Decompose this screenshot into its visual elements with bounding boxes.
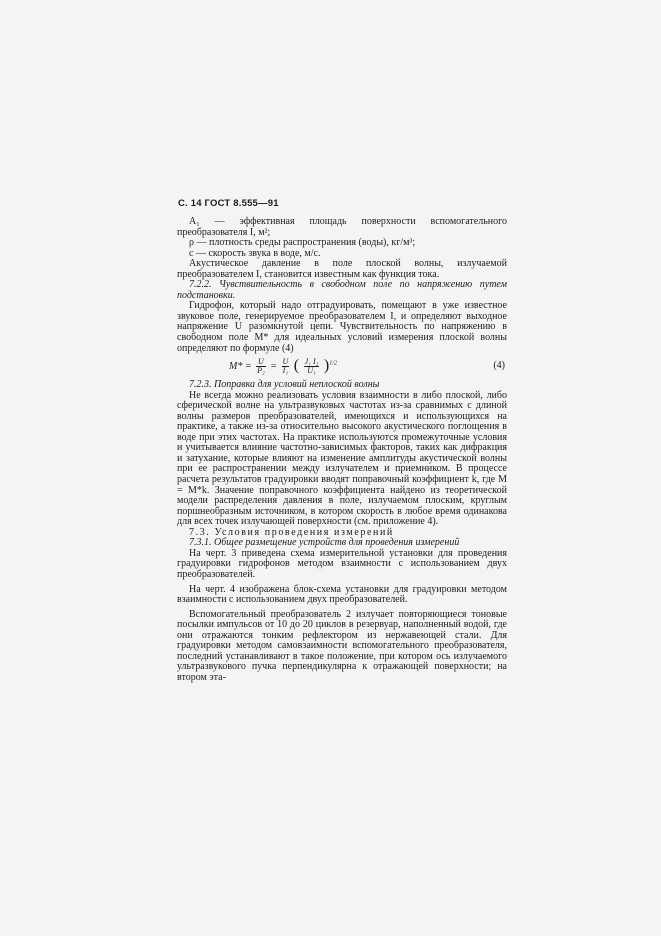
document-body — [177, 217, 507, 683]
fraction-2-numerator: U — [282, 356, 289, 366]
definition-rho: ρ — плотность среды распространения (воды), кг/м³; — [189, 237, 416, 249]
section-7-2-3-title: 7.2.3. Поправка для условий неплоской волны — [189, 379, 380, 391]
paragraph-fig4: На черт. 4 изображена блок-схема установки для градуировки методом взаимности с использованием двух преобразователей. — [177, 583, 507, 606]
section-7-3-title: 7.3. Условия проведения измерений — [189, 526, 394, 538]
page-header: С. 14 ГОСТ 8.555—91 — [178, 198, 279, 209]
section-7-2-2-title: 7.2.2. Чувствительность в свободном поле по напряжению путем подстановки. — [177, 279, 507, 301]
fraction-1 — [256, 358, 266, 375]
section-7-2-3-text: Не всегда можно реализовать условия взаимности в либо плоской, либо сферической волне на ультразвуковых частотах из-за сравнимых с длиной волны размеров преобразователей, имеющихся и использующихся на практике, а также из-за относительно высокого акустического поглощения в воде при этих частотах. На практике используются промежуточные условия и учитывается влияние частотно-зависимых факторов, таких как дифракция и затухание, которые влияют на изменение амплитуды акустической волны при ее распространении между излучателем и приемником. В процессе расчета результатов градуировки вводят поправочный коэффициент k, где M = M*k. Значение поправочного коэффициента найдено из теоретической модели распределения давления в поле, излучаемом плоским, круглым поршнеобразным источником, в котором скорость в любое время одинакова для всех точек излучающей поверхности (см. приложение 4). — [177, 389, 507, 528]
section-7-3-1-title: 7.3.1. Общее размещение устройств для проведения измерений — [189, 537, 460, 549]
fraction-3-numerator: J₁ I₂ — [304, 356, 319, 366]
fraction-2 — [282, 358, 290, 375]
fraction-2-denominator: I₁ — [282, 365, 289, 375]
formula-exponent: 1/2 — [329, 360, 337, 367]
right-paren: ) — [323, 356, 330, 374]
section-7-2-2-text: Гидрофон, который надо отградуировать, помещают в уже известное звуковое поле, генерируемое преобразователем I, и определяют выходное напряжение U разомкнутой цепи. Чувствительность по напряжению в свободном поле M* для идеальных условий измерения плоской волны определяют по формуле (4) — [177, 300, 507, 354]
fraction-3-denominator: U₁ — [307, 365, 316, 375]
fraction-3 — [304, 358, 320, 375]
formula-number: (4) — [493, 359, 505, 371]
formula-4 — [177, 356, 507, 376]
definition-c: c — скорость звука в воде, м/с. — [189, 247, 321, 259]
formula-lhs: M* = — [229, 360, 252, 372]
fraction-1-denominator: P₂ — [257, 365, 265, 375]
left-paren: ( — [293, 356, 300, 374]
paragraph-auxiliary-transducer: Вспомогательный преобразователь 2 излучает повторяющиеся тоновые посылки импульсов от 10 до 20 циклов в резервуар, наполненный водой, где они отражаются тонким рефлектором из нержавеющей стали. Для градуировки методом самовзаимности вспомогательного преобразователя, последний устанавливают в такое положение, при котором ось излучаемого ультразвукового пучка перпендикулярна к отражающей поверхности; на втором эта- — [177, 608, 507, 683]
fraction-1-numerator: U — [258, 356, 264, 366]
paragraph-acoustic-pressure: Акустическое давление в поле плоской волны, излучаемой преобразователем I, становится известным как функция тока. — [177, 258, 507, 280]
paragraph-fig3: На черт. 3 приведена схема измерительной установки для проведения градуировки гидрофонов методом взаимности с использованием двух преобразователей. — [177, 547, 507, 580]
formula-expression — [229, 358, 337, 375]
formula-equals: = — [270, 360, 277, 372]
definition-a1: A₁ — эффективная площадь поверхности вспомогательного преобразователя I, м²; — [177, 216, 507, 238]
